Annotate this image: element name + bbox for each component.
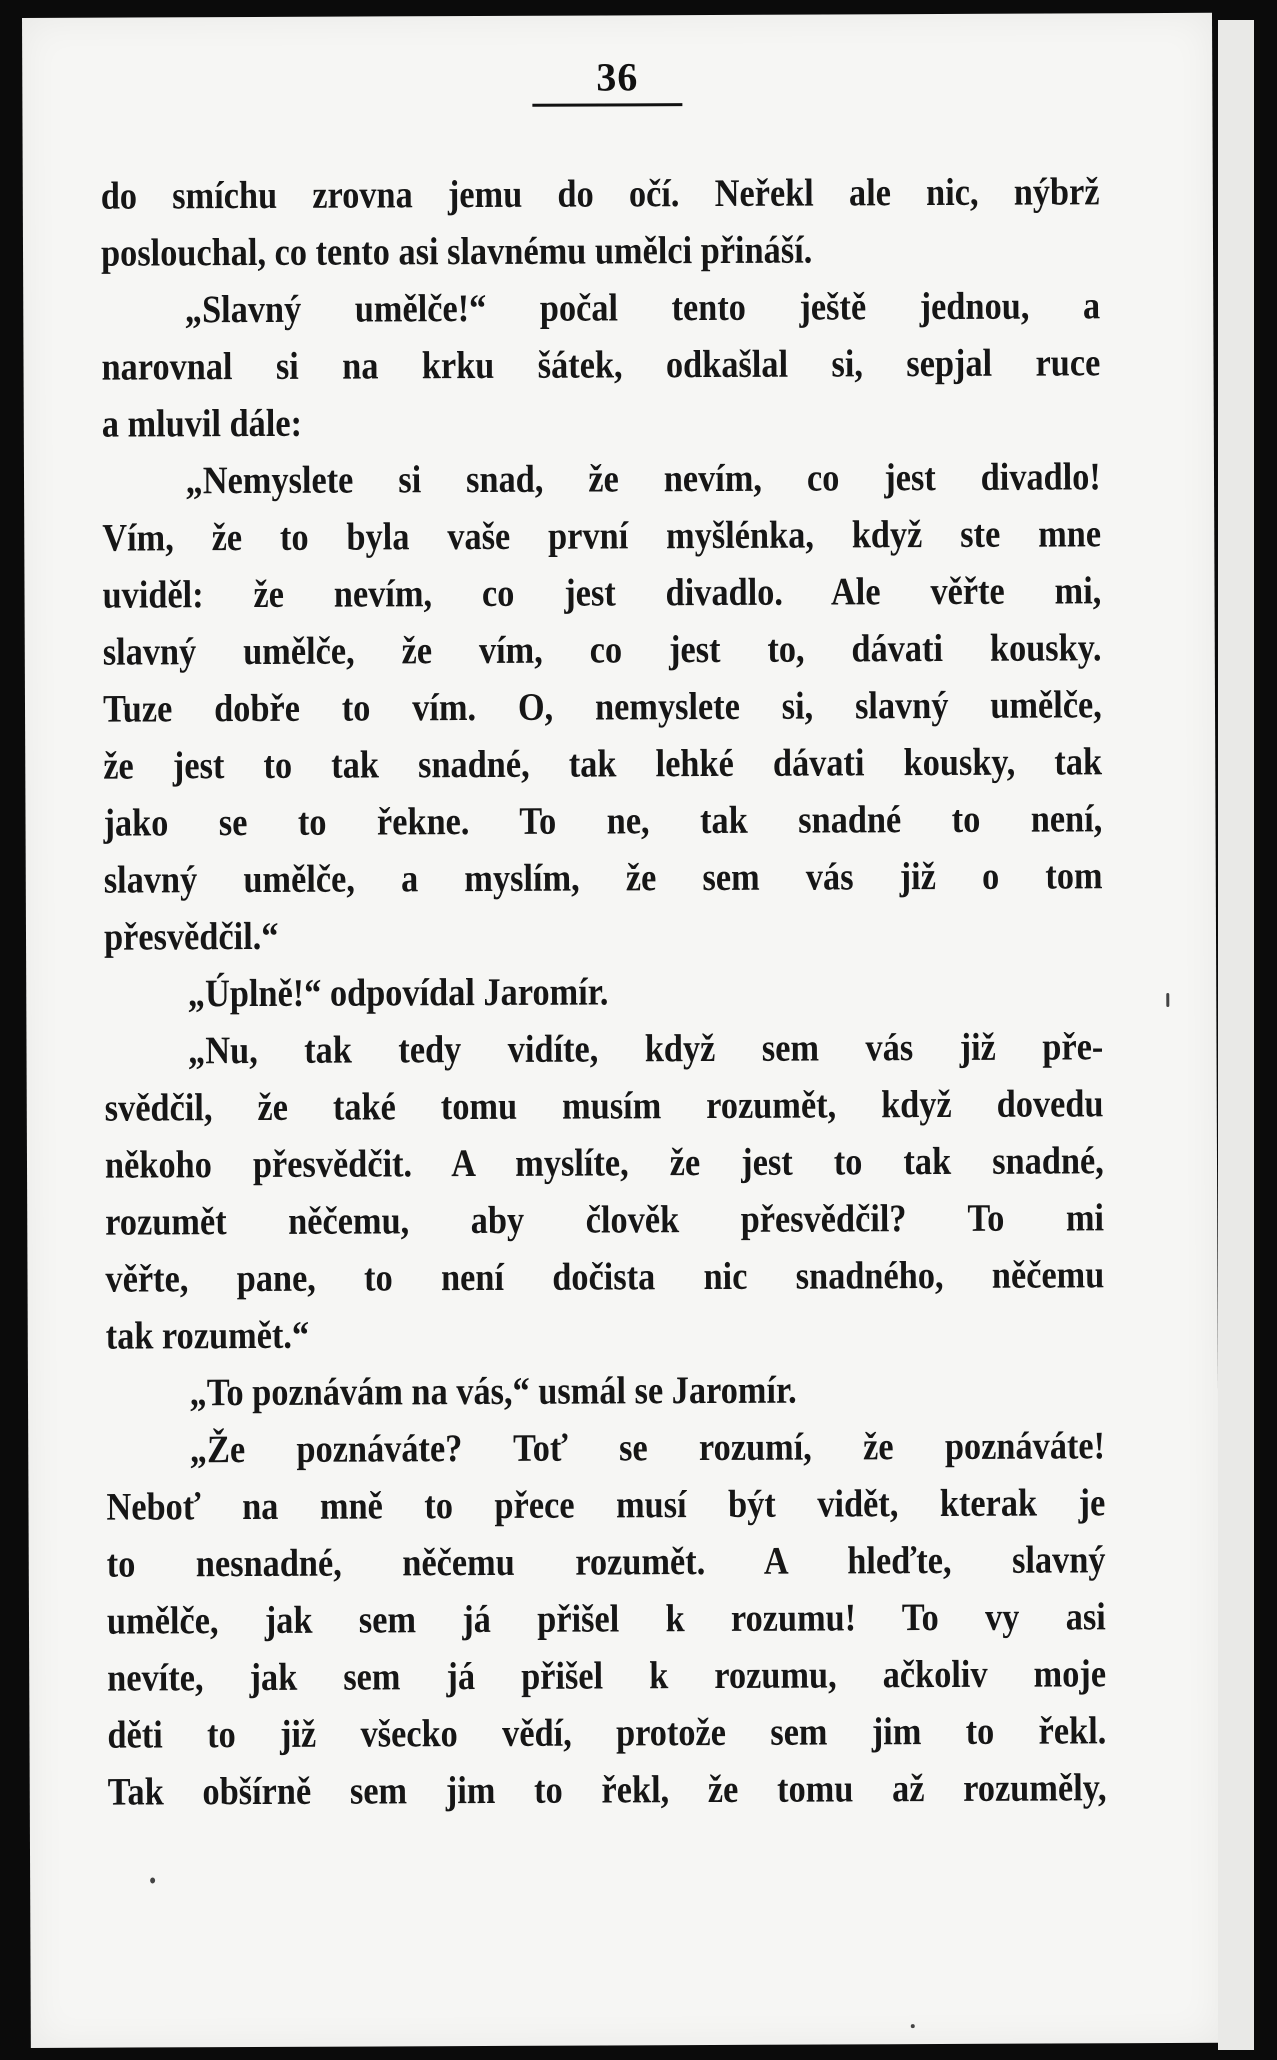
paper-speck [150,1877,155,1883]
text-line: Vím, že to byla vaše první myšlénka, když ste mne [102,512,1102,560]
text-line: „Nu, tak tedy vidíte, když sem vás již pře- [188,1025,1104,1073]
book-page [22,13,1221,2048]
text-line: slavný umělče, a myslím, že sem vás již o tom [103,854,1103,902]
text-line: přesvědčil.“ [103,914,279,959]
text-line: Tak obšírně sem jim to řekl, že tomu až rozuměly, [107,1766,1107,1814]
text-line: a mluvil dále: [101,401,303,446]
facing-page-edge [1218,20,1254,2050]
text-line: do smíchu zrovna jemu do očí. Neřekl ale nic, nýbrž [100,170,1100,218]
text-line: „Nemyslete si snad, že nevím, co jest divadlo! [185,455,1101,503]
text-line: narovnal si na krku šátek, odkašlal si, sepjal ruce [101,341,1101,389]
text-line: jako se to řekne. To ne, tak snadné to není, [103,797,1103,845]
text-line: děti to již všecko vědí, protože sem jim to řekl. [107,1709,1107,1757]
text-line: svědčil, že také tomu musím rozumět, když dovedu [104,1082,1104,1130]
text-line: uviděl: že nevím, co jest divadlo. Ale věřte mi, [102,569,1102,617]
text-line: Neboť na mně to přece musí být vidět, kterak je [106,1481,1106,1529]
text-line: „Slavný umělče!“ počal tento ještě jednou, a [184,284,1101,332]
paper-speck [1166,993,1169,1007]
text-line: slavný umělče, že vím, co jest to, dávati kousky. [102,626,1102,674]
text-line: tak rozumět.“ [105,1313,310,1358]
page-number: 36 [596,54,639,100]
body-text [100,164,1107,1821]
text-line: umělče, jak sem já přišel k rozumu! To vy asi [106,1595,1106,1643]
text-line: to nesnadné, něčemu rozumět. A hleďte, slavný [106,1538,1106,1586]
text-line: poslouchal, co tento asi slavnému umělci přináší. [100,228,813,275]
text-line: věřte, pane, to není dočista nic snadného, něčemu [105,1253,1105,1301]
text-line: „To poznávám na vás,“ usmál se Jaromír. [189,1368,797,1415]
text-line: „Úplně!“ odpovídal Jaromír. [187,970,609,1016]
paper-speck [911,2024,915,2028]
text-line: „Že poznáváte? Toť se rozumí, že poznáváte! [189,1424,1106,1472]
text-line: že jest to tak snadné, tak lehké dávati kousky, tak [103,740,1103,788]
text-line: rozumět něčemu, aby člověk přesvědčil? To mi [105,1196,1105,1244]
text-line: Tuze dobře to vím. O, nemyslete si, slavný umělče, [102,683,1102,731]
text-line: někoho přesvědčit. A myslíte, že jest to tak snadné, [104,1139,1104,1187]
text-line: nevíte, jak sem já přišel k rozumu, ačkoliv moje [107,1652,1107,1700]
header-rule [532,103,682,107]
